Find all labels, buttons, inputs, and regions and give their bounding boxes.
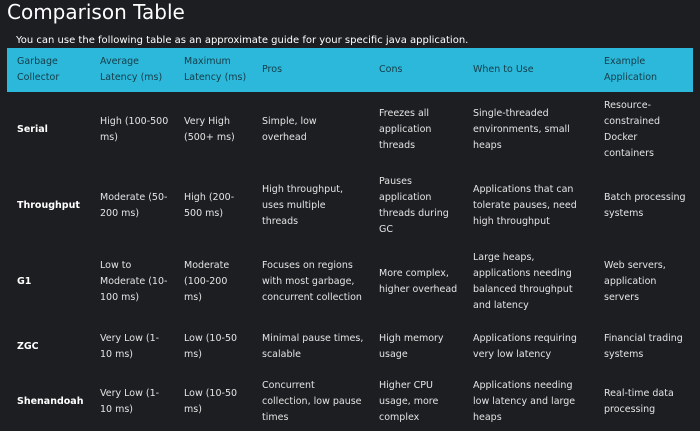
table-row-throughput: [7, 168, 693, 244]
header-when-to-use: When to Use: [463, 48, 594, 92]
header-maximum-latency: Maximum Latency (ms): [174, 48, 252, 92]
page-title: Comparison Table: [7, 0, 185, 24]
cell-maximum-latency: Moderate (100-200 ms): [184, 260, 230, 303]
cell-cons: More complex, higher overhead: [379, 268, 458, 295]
cell-collector: G1: [17, 276, 32, 287]
table-row-g1: [7, 244, 693, 320]
cell-average-latency: Very Low (1-10 ms): [100, 388, 160, 415]
header-example-application: Example Application: [594, 48, 693, 92]
cell-collector: Shenandoah: [17, 396, 84, 407]
header-cons: Cons: [369, 48, 463, 92]
cell-cons: High memory usage: [379, 333, 444, 360]
cell-maximum-latency: High (200-500 ms): [184, 192, 235, 219]
table-row-shenandoah: [7, 374, 693, 430]
header-average-latency: Average Latency (ms): [90, 48, 174, 92]
cell-when-to-use: Single-threaded environments, small heaps: [473, 108, 570, 151]
cell-pros: Focuses on regions with most garbage, concurrent collection: [262, 260, 362, 303]
header-pros: Pros: [252, 48, 369, 92]
table-row-serial: [7, 92, 693, 168]
cell-average-latency: Low to Moderate (10-100 ms): [100, 260, 168, 303]
cell-cons: Higher CPU usage, more complex: [379, 380, 439, 423]
cell-example-application: Batch processing systems: [604, 192, 686, 219]
cell-example-application: Web servers, application servers: [604, 260, 666, 303]
cell-example-application: Financial trading systems: [604, 333, 683, 360]
cell-when-to-use: Applications needing low latency and large heaps: [473, 380, 576, 423]
cell-average-latency: Very Low (1-10 ms): [100, 333, 160, 360]
cell-maximum-latency: Low (10-50 ms): [184, 388, 238, 415]
cell-example-application: Resource-constrained Docker containers: [604, 100, 660, 159]
cell-average-latency: High (100-500 ms): [100, 116, 169, 143]
intro-text: You can use the following table as an approximate guide for your specific java application.: [16, 35, 469, 46]
table-header-row: [7, 48, 693, 92]
table-row-zgc: [7, 320, 693, 374]
cell-collector: ZGC: [17, 341, 39, 352]
cell-when-to-use: Large heaps, applications needing balanced throughput and latency: [473, 252, 573, 311]
header-garbage-collector: Garbage Collector: [7, 48, 90, 92]
cell-when-to-use: Applications that can tolerate pauses, need high throughput: [473, 184, 577, 227]
cell-pros: Concurrent collection, low pause times: [262, 380, 362, 423]
cell-average-latency: Moderate (50-200 ms): [100, 192, 168, 219]
cell-collector: Throughput: [17, 200, 80, 211]
cell-collector: Serial: [17, 124, 48, 135]
comparison-table: [7, 48, 693, 430]
cell-pros: High throughput, uses multiple threads: [262, 184, 343, 227]
cell-pros: Minimal pause times, scalable: [262, 333, 364, 360]
cell-pros: Simple, low overhead: [262, 116, 317, 143]
cell-maximum-latency: Very High (500+ ms): [184, 116, 235, 143]
cell-maximum-latency: Low (10-50 ms): [184, 333, 238, 360]
cell-example-application: Real-time data processing: [604, 388, 674, 415]
cell-cons: Pauses application threads during GC: [379, 176, 449, 235]
cell-cons: Freezes all application threads: [379, 108, 432, 151]
cell-when-to-use: Applications requiring very low latency: [473, 333, 577, 360]
